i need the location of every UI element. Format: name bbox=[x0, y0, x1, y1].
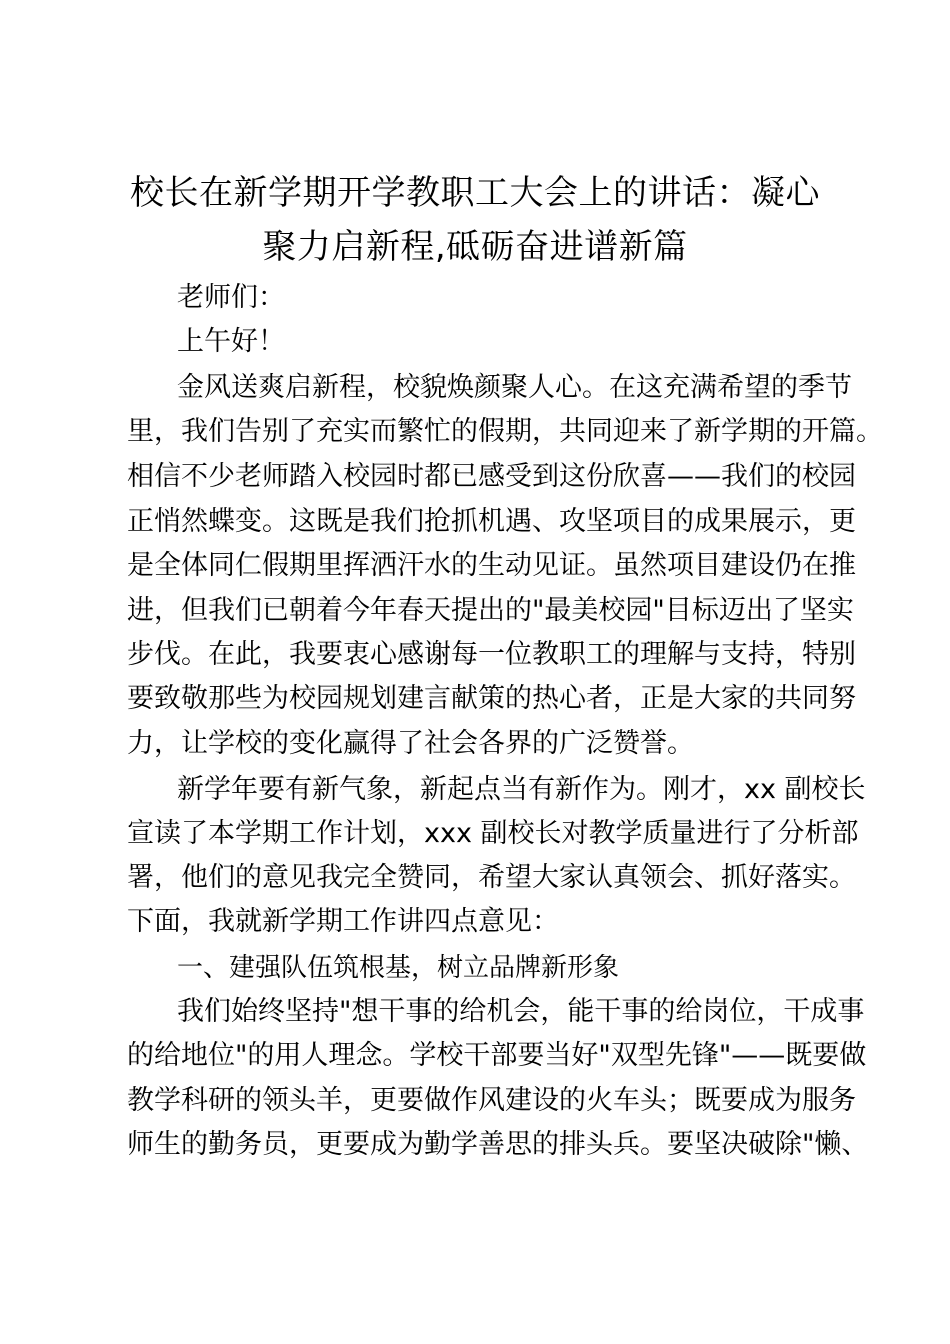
paragraph-line: 署，他们的意见我完全赞同，希望大家认真领会、抓好落实。 bbox=[127, 862, 856, 893]
paragraph-line: 力，让学校的变化赢得了社会各界的广泛赞誉。 bbox=[127, 728, 694, 759]
paragraph-line: 我们始终坚持"想干事的给机会，能干事的给岗位，干成事 bbox=[177, 996, 865, 1027]
section-heading-1: 一、建强队伍筑根基，树立品牌新形象 bbox=[177, 953, 620, 983]
paragraph-line: 金风送爽启新程，校貌焕颜聚人心。在这充满希望的季节 bbox=[177, 372, 852, 403]
greeting: 上午好！ bbox=[177, 326, 285, 357]
paragraph-line: 进，但我们已朝着今年春天提出的"最美校园"目标迈出了坚实 bbox=[127, 595, 854, 626]
salutation: 老师们： bbox=[177, 282, 285, 313]
paragraph-line: 正悄然蝶变。这既是我们抢抓机遇、攻坚项目的成果展示，更 bbox=[127, 506, 856, 537]
paragraph-line: 的给地位"的用人理念。学校干部要当好"双型先锋"——既要做 bbox=[127, 1040, 867, 1071]
document-title-line-1: 校长在新学期开学教职工大会上的讲话：凝心 bbox=[130, 173, 820, 213]
paragraph-line: 要致敬那些为校园规划建言献策的热心者，正是大家的共同努 bbox=[127, 683, 856, 714]
paragraph-line: 里，我们告别了充实而繁忙的假期，共同迎来了新学期的开篇。 bbox=[127, 416, 883, 447]
paragraph-line: 相信不少老师踏入校园时都已感受到这份欣喜——我们的校园 bbox=[127, 461, 856, 492]
document-title-line-2: 聚力启新程,砥砺奋进谱新篇 bbox=[262, 227, 688, 267]
paragraph-line: 教学科研的领头羊，更要做作风建设的火车头；既要成为服务 bbox=[127, 1085, 856, 1116]
paragraph-line: 师生的勤务员，更要成为勤学善思的排头兵。要坚决破除"懒、 bbox=[127, 1129, 869, 1160]
paragraph-line: 是全体同仁假期里挥洒汗水的生动见证。虽然项目建设仍在推 bbox=[127, 550, 856, 581]
paragraph-line: 新学年要有新气象，新起点当有新作为。刚才，xx 副校长 bbox=[177, 774, 866, 805]
paragraph-line: 步伐。在此，我要衷心感谢每一位教职工的理解与支持，特别 bbox=[127, 639, 856, 670]
paragraph-line: 宣读了本学期工作计划，xxx 副校长对教学质量进行了分析部 bbox=[127, 818, 859, 849]
paragraph-line: 下面，我就新学期工作讲四点意见： bbox=[127, 906, 559, 937]
